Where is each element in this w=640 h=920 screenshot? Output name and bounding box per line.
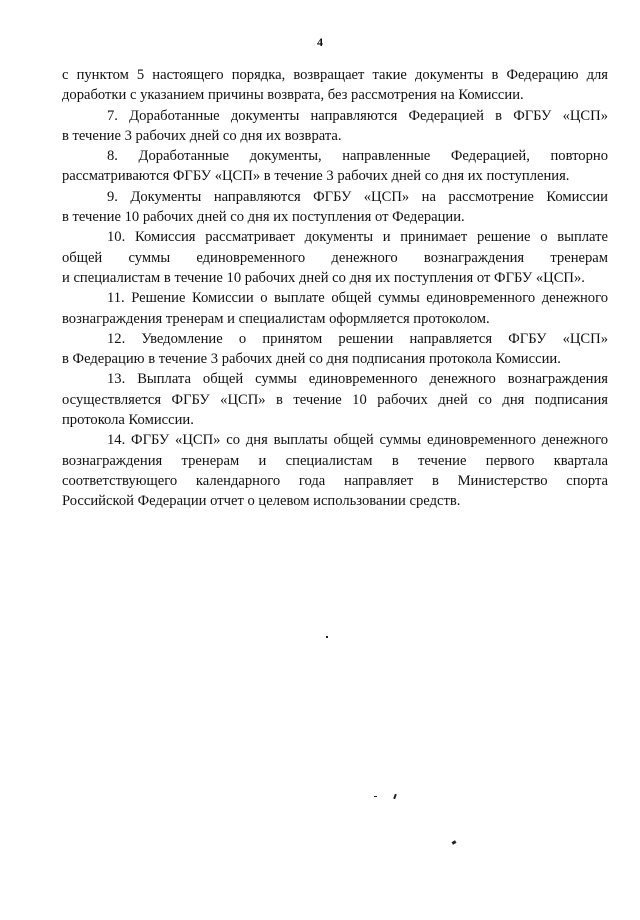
text-line: рассматриваются ФГБУ «ЦСП» в течение 3 рабочих дней со дня их поступления. (62, 168, 570, 185)
text-line: и специалистам в течение 10 рабочих дней со дня их поступления от ФГБУ «ЦСП». (62, 269, 585, 286)
paragraph-12 (62, 329, 608, 370)
text-line: 11. Решение Комиссии о выплате общей суммы единовременного денежного (107, 290, 608, 307)
document-body (62, 65, 608, 512)
text-line: 8. Доработанные документы, направленные Федерацией, повторно (107, 148, 608, 165)
scan-speck (452, 840, 457, 845)
text-line: 7. Доработанные документы направляются Федерацией в ФГБУ «ЦСП» (107, 107, 608, 124)
text-line: 14. ФГБУ «ЦСП» со дня выплаты общей суммы единовременного денежного (107, 432, 608, 449)
text-line: протокола Комиссии. (62, 412, 194, 429)
text-line: 9. Документы направляются ФГБУ «ЦСП» на рассмотрение Комиссии (107, 188, 608, 205)
text-line: в течение 10 рабочих дней со дня их поступления от Федерации. (62, 209, 465, 226)
text-line: 12. Уведомление о принятом решении направляется ФГБУ «ЦСП» (107, 330, 608, 347)
paragraph-7 (62, 106, 608, 147)
text-line: вознаграждения тренерам и специалистам в течение первого квартала (62, 452, 608, 469)
text-line: осуществляется ФГБУ «ЦСП» в течение 10 рабочих дней со дня подписания (62, 391, 608, 408)
text-line: общей суммы единовременного денежного вознаграждения тренерам (62, 249, 608, 266)
paragraph-6-continuation (62, 65, 608, 106)
scan-speck (326, 636, 328, 638)
paragraph-14 (62, 430, 608, 511)
paragraph-9 (62, 187, 608, 228)
text-line: Российской Федерации отчет о целевом использовании средств. (62, 493, 461, 510)
text-line: в Федерацию в течение 3 рабочих дней со дня подписания протокола Комиссии. (62, 351, 561, 368)
text-line: соответствующего календарного года направляет в Министерство спорта (62, 472, 608, 489)
text-line: 13. Выплата общей суммы единовременного денежного вознаграждения (107, 371, 608, 388)
scan-speck (374, 796, 377, 797)
page-number: 4 (317, 35, 323, 49)
text-line: вознаграждения тренерам и специалистам оформляется протоколом. (62, 310, 490, 327)
scan-speck (393, 794, 397, 799)
paragraph-13 (62, 369, 608, 430)
text-line: 10. Комиссия рассматривает документы и принимает решение о выплате (107, 229, 608, 246)
text-line: с пунктом 5 настоящего порядка, возвращает такие документы в Федерацию для (62, 67, 608, 83)
text-line: доработки с указанием причины возврата, без рассмотрения на Комиссии. (62, 87, 524, 104)
text-line: в течение 3 рабочих дней со дня их возврата. (62, 127, 342, 144)
paragraph-10 (62, 227, 608, 288)
paragraph-11 (62, 288, 608, 329)
paragraph-8 (62, 146, 608, 187)
